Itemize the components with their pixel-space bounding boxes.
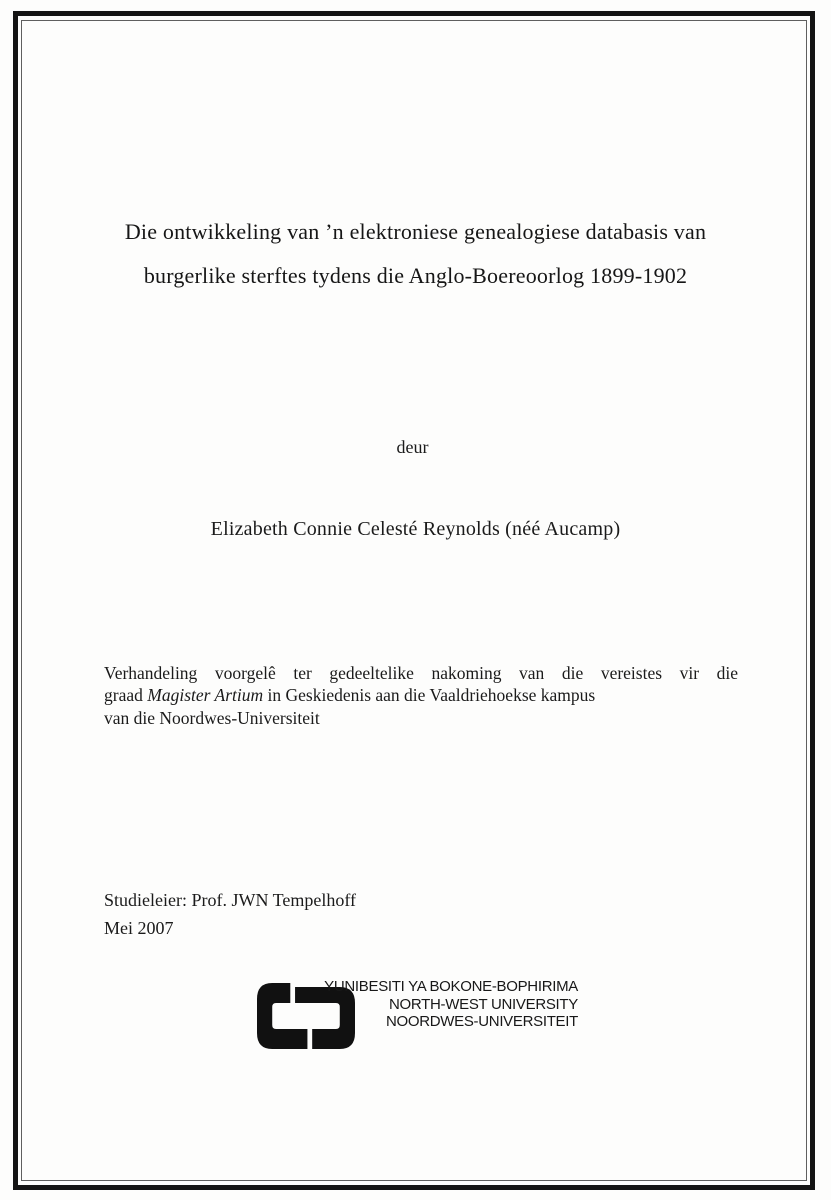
degree-statement-line1: Verhandeling voorgelê ter gedeeltelike nakoming van die vereistes vir die bbox=[104, 663, 738, 683]
supervisor-line: Studieleier: Prof. JWN Tempelhoff bbox=[104, 890, 357, 910]
date-line: Mei 2007 bbox=[104, 918, 174, 938]
degree-statement bbox=[104, 662, 738, 729]
university-name-english: NORTH-WEST UNIVERSITY bbox=[389, 995, 578, 1013]
thesis-title-line2: burgerlike sterftes tydens die Anglo-Boereoorlog 1899-1902 bbox=[143, 263, 688, 288]
university-name-setswana: YUNIBESITI YA BOKONE-BOPHIRIMA bbox=[324, 978, 578, 995]
author-name: Elizabeth Connie Celesté Reynolds (néé Aucamp) bbox=[210, 518, 621, 540]
supervisor-block bbox=[104, 886, 356, 942]
degree-statement-line2-prefix: graad bbox=[104, 685, 148, 706]
degree-statement-line2 bbox=[104, 684, 738, 706]
degree-statement-line2-suffix: in Geskiedenis aan die Vaaldriehoekse kampus bbox=[263, 685, 596, 706]
university-wordmark bbox=[324, 978, 578, 1031]
degree-name: Magister Artium bbox=[147, 685, 264, 706]
byline-label: deur bbox=[396, 437, 429, 457]
degree-statement-line3: van die Noordwes-Universiteit bbox=[104, 707, 320, 728]
thesis-title bbox=[50, 210, 781, 298]
thesis-title-line1: Die ontwikkeling van ’n elektroniese genealogiese databasis van bbox=[124, 219, 707, 244]
university-name-afrikaans: NOORDWES-UNIVERSITEIT bbox=[385, 1013, 578, 1030]
